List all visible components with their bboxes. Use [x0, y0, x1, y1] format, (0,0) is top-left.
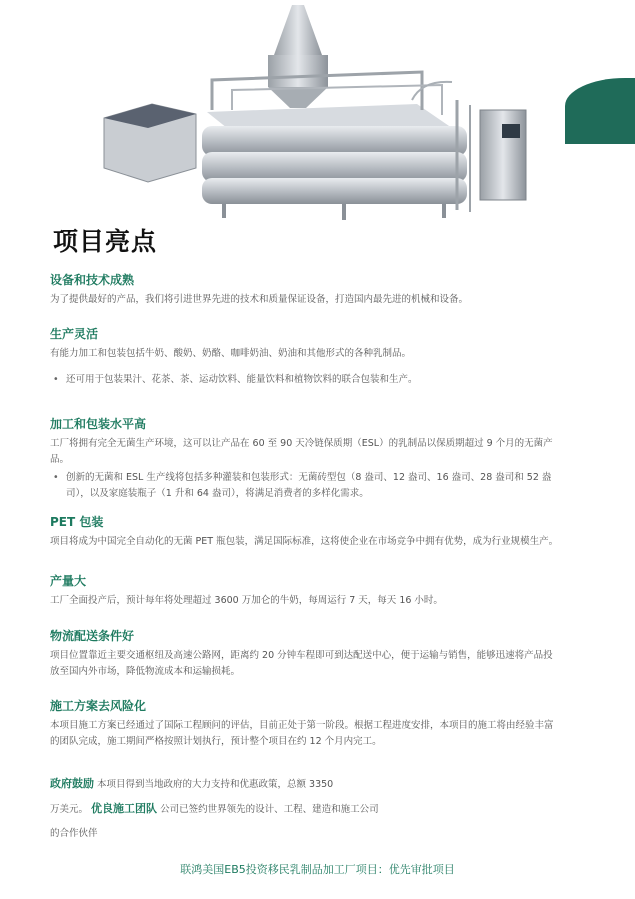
section-text: 本项目得到当地政府的大力支持和优惠政策，总额 3350 [97, 779, 334, 790]
section-flexible-production [50, 325, 560, 388]
section-heading: 设备和技术成熟 [50, 273, 135, 287]
page-title: 项目亮点 [53, 227, 158, 256]
section-text: 工厂全面投产后，预计每年将处理超过 3600 万加仑的牛奶，每周运行 7 天，每天 16 小时。 [50, 595, 443, 606]
section-text: 公司已签约世界领先的设计、工程、建造和施工公司 [160, 804, 379, 815]
section-heading: 产量大 [50, 574, 87, 588]
section-heading: PET 包装 [50, 515, 104, 529]
section-heading: 政府鼓励 [50, 777, 94, 790]
section-text: 项目将成为中国完全自动化的无菌 PET 瓶包装，满足国际标准，这将使企业在市场竞争中拥有优势，成为行业规模生产。 [50, 536, 559, 547]
section-text: 的合作伙伴 [50, 828, 98, 839]
section-processing-level [50, 415, 560, 502]
section-construction-derisk [50, 697, 560, 750]
footer-text: 联鸿美国EB5投资移民乳制品加工厂项目：优先审批项目 [180, 863, 455, 876]
section-heading: 加工和包装水平高 [50, 417, 147, 431]
section-logistics [50, 627, 560, 680]
section-text: 为了提供最好的产品，我们将引进世界先进的技术和质量保证设备，打造国内最先进的机械和设备。 [50, 294, 469, 305]
section-text: 工厂将拥有完全无菌生产环境，这可以让产品在 60 至 90 天冷链保质期（ESL）的乳制品以保质期超过 9 个月的无菌产品。 [50, 438, 553, 465]
section-mature-technology [50, 271, 560, 308]
green-corner-tab [565, 78, 635, 144]
section-government-support [50, 772, 570, 846]
section-heading: 生产灵活 [50, 327, 99, 341]
section-text: 万美元。 [50, 804, 89, 815]
section-large-output [50, 572, 560, 609]
section-heading: 物流配送条件好 [50, 629, 135, 643]
team-heading: 优良施工团队 [91, 802, 158, 815]
section-text: 本项目施工方案已经通过了国际工程顾问的评估，目前正处于第一阶段。根据工程进度安排，本项目的施工将由经验丰富的团队完成，施工期间严格按照计划执行，预计整个项目在约 12 个月内完工。 [50, 720, 554, 747]
section-heading: 施工方案去风险化 [50, 699, 147, 713]
section-text: 有能力加工和包装包括牛奶、酸奶、奶酪、咖啡奶油、奶油和其他形式的各种乳制品。 [50, 348, 412, 359]
dairy-equipment-image [92, 0, 552, 225]
section-bullet: • 还可用于包装果汁、花茶、茶、运动饮料、能量饮料和植物饮料的联合包装和生产。 [50, 372, 560, 388]
section-pet-packaging [50, 513, 560, 550]
section-bullet: • 创新的无菌和 ESL 生产线将包括多种灌装和包装形式：无菌砖型包（8 盎司、12 盎司、16 盎司、28 盎司和 52 盎司），以及家庭装瓶子（1 升和 64 盎司），将满足消费者的多样化需求。 [50, 470, 560, 502]
section-text: 项目位置靠近主要交通枢纽及高速公路网，距离约 20 分钟车程即可到达配送中心，便于运输与销售，能够迅速将产品投放至国内外市场，降低物流成本和运输损耗。 [50, 650, 553, 677]
